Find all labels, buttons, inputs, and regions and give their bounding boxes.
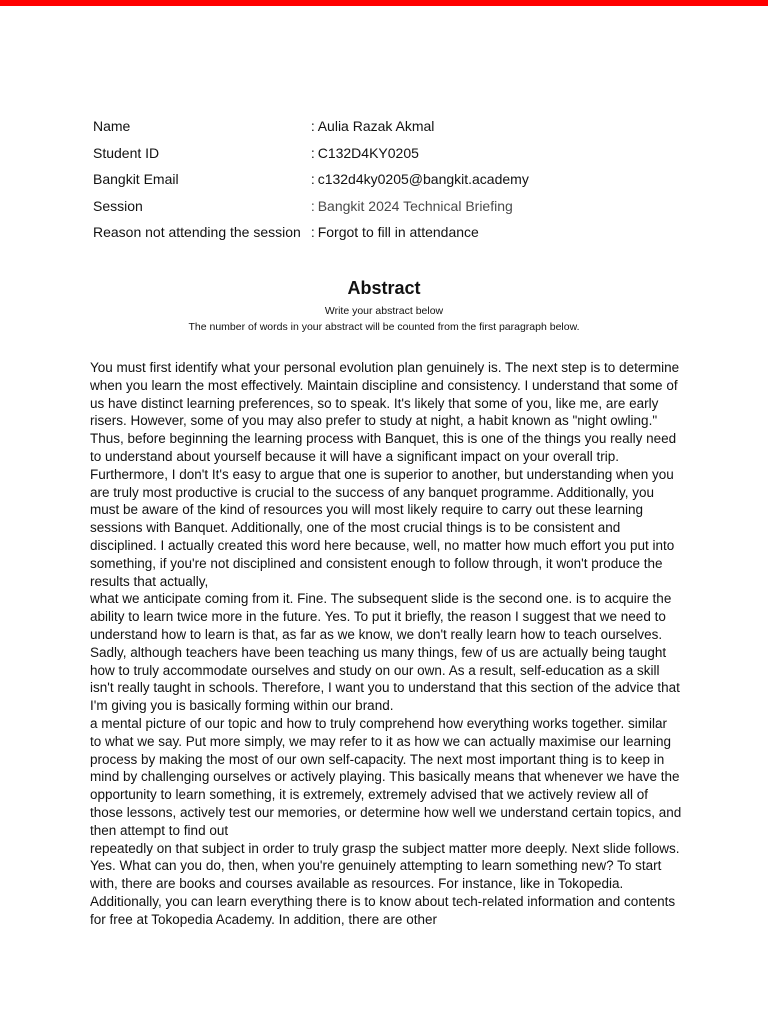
top-accent-bar: [0, 0, 768, 6]
info-separator: :: [310, 144, 315, 161]
student-info-table: [88, 113, 688, 246]
info-separator: :: [310, 171, 315, 187]
info-separator: :: [310, 118, 315, 134]
info-label: Session: [93, 197, 143, 214]
abstract-heading: Abstract: [347, 278, 421, 298]
info-value: [306, 166, 688, 193]
info-label: Bangkit Email: [93, 171, 179, 187]
abstract-instruction: Write your abstract below: [324, 305, 444, 317]
info-row-name: [88, 113, 688, 140]
abstract-paragraph: You must first identify what your personal evolution plan genuinely is. The next step is to determine when you learn the most effectively. Maintain discipline and consistency. I understand that some of us have distinct learning preferences, so to speak. It's likely that some of you, like me, are early risers. However, some of you may also prefer to study at night, a habit known as "night owling." Thus, before beginning the learning process with Banquet, this is one of the things you really need to understand about yourself because it will have a significant impact on your overall trip. Furthermore, I don't It's easy to argue that one is superior to another, but understanding when you are truly most productive is crucial to the success of any banquet programme. Additionally, you must be aware of the kind of resources you will most likely require to carry out these learning sessions with Banquet. Additionally, one of the most crucial things is to be consistent and disciplined. I actually created this word here because, well, no matter how much effort you put into something, if you're not disciplined and consistent enough to follow through, it won't produce the results that actually,: [90, 360, 680, 589]
abstract-paragraph: a mental picture of our topic and how to truly comprehend how everything works together. similar to what we say. Put more simply, we may refer to it as how we can actually maximise our learning process by making the most of our own self-capacity. The next most important thing is to keep in mind by challenging ourselves or actively playing. This basically means that whenever we have the opportunity to learn something, it is extremely, extremely advised that we actively review all of those lessons, actively test our memories, or determine how well we understand certain topics, and then attempt to find out: [90, 715, 682, 838]
email-value: c132d4ky0205@bangkit.academy: [317, 171, 529, 187]
info-value: [306, 113, 688, 140]
info-separator: :: [310, 197, 315, 214]
abstract-paragraph: what we anticipate coming from it. Fine. The subsequent slide is the second one. is to acquire the ability to learn twice more in the future. Yes. To put it briefly, the reason I suggest that we need to understand how to learn is that, as far as we know, we don't really learn how to teach ourselves. Sadly, although teachers have been teaching us many things, few of us are actually being taught how to truly accommodate ourselves and study on our own. As a result, self-education as a skill isn't really taught in schools. Therefore, I want you to understand that this section of the advice that I'm giving you is basically forming within our brand.: [90, 591, 680, 714]
info-row-email: [88, 166, 688, 193]
abstract-word-count-note: The number of words in your abstract will be counted from the first paragraph below.: [188, 321, 580, 333]
info-row-student-id: [88, 140, 688, 167]
abstract-body: [90, 359, 682, 931]
info-label: Reason not attending the session: [93, 224, 301, 240]
abstract-paragraph: repeatedly on that subject in order to truly grasp the subject matter more deeply. Next slide follows. Yes. What can you do, then, when you're genuinely attempting to learn something new? To start with, there are books and courses available as resources. For instance, like in Tokopedia. Additionally, you can learn everything there is to know about tech-related information and contents for free at Tokopedia Academy. In addition, there are other: [90, 840, 680, 927]
info-label: Student ID: [93, 144, 160, 161]
reason-value: Forgot to fill in attendance: [317, 224, 479, 240]
info-value: [306, 193, 688, 220]
info-row-reason: [88, 219, 688, 246]
info-row-session: [88, 193, 688, 220]
info-label: Name: [93, 118, 131, 134]
session-value: Bangkit 2024 Technical Briefing: [317, 197, 513, 214]
info-value: [306, 219, 688, 246]
info-value: [306, 140, 688, 167]
info-separator: :: [310, 224, 315, 240]
student-id-value: C132D4KY0205: [317, 144, 419, 161]
name-value: Aulia Razak Akmal: [317, 118, 435, 134]
